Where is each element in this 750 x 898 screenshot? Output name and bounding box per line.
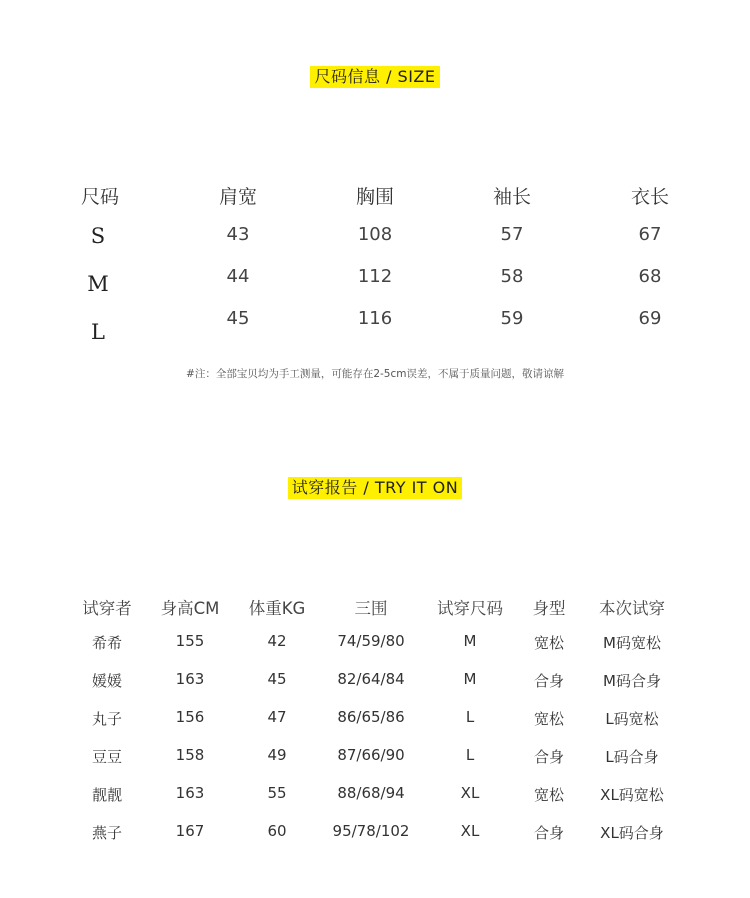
size-table-header-row bbox=[0, 182, 750, 224]
try-cell: 靓靓 bbox=[91, 786, 122, 804]
size-value-cell: 43 bbox=[226, 224, 250, 245]
try-cell: M码宽松 bbox=[603, 634, 661, 652]
try-cell: 宽松 bbox=[533, 634, 564, 652]
try-cell: 合身 bbox=[533, 824, 564, 842]
size-value-cell: 59 bbox=[500, 308, 524, 329]
try-cell: 60 bbox=[267, 822, 287, 840]
try-cell: 希希 bbox=[91, 634, 122, 652]
try-cell: 82/64/84 bbox=[337, 670, 405, 688]
try-cell: L码合身 bbox=[605, 748, 659, 766]
size-value-cell: 116 bbox=[357, 308, 393, 329]
try-section-title: 试穿报告 / TRY IT ON bbox=[288, 477, 462, 499]
try-on-table bbox=[0, 594, 750, 860]
try-cell: 86/65/86 bbox=[337, 708, 405, 726]
try-table-row bbox=[0, 670, 750, 708]
try-cell: 88/68/94 bbox=[337, 784, 405, 802]
try-cell: L bbox=[465, 746, 475, 764]
try-cell: XL bbox=[460, 822, 480, 840]
try-cell: 49 bbox=[267, 746, 287, 764]
size-header-cell: 袖长 bbox=[492, 186, 531, 208]
try-header-cell: 身高CM bbox=[160, 599, 220, 618]
try-table-row bbox=[0, 632, 750, 670]
try-header-cell: 本次试穿 bbox=[599, 599, 665, 618]
try-cell: 豆豆 bbox=[91, 748, 122, 766]
try-cell: 74/59/80 bbox=[337, 632, 405, 650]
try-cell: L码宽松 bbox=[605, 710, 659, 728]
size-value-cell: 69 bbox=[638, 308, 662, 329]
try-cell: XL码合身 bbox=[600, 824, 664, 842]
try-cell: 47 bbox=[267, 708, 287, 726]
try-header-cell: 体重KG bbox=[248, 599, 306, 618]
try-header-cell: 身型 bbox=[532, 599, 566, 618]
size-value-cell: 108 bbox=[357, 224, 393, 245]
try-cell: 合身 bbox=[533, 748, 564, 766]
try-cell: XL bbox=[460, 784, 480, 802]
size-value-cell: 58 bbox=[500, 266, 524, 287]
try-section-title-bar bbox=[0, 477, 750, 499]
try-cell: M bbox=[463, 632, 477, 650]
try-table-row bbox=[0, 746, 750, 784]
try-header-cell: 三围 bbox=[354, 599, 388, 618]
size-section-title-bar bbox=[0, 66, 750, 88]
size-table-row bbox=[0, 224, 750, 266]
size-value-cell: 44 bbox=[226, 266, 250, 287]
try-header-cell: 试穿尺码 bbox=[437, 599, 503, 618]
size-label-cell: S bbox=[90, 224, 106, 248]
size-value-cell: 45 bbox=[226, 308, 250, 329]
try-cell: XL码宽松 bbox=[600, 786, 664, 804]
try-cell: 55 bbox=[267, 784, 287, 802]
try-cell: 45 bbox=[267, 670, 287, 688]
size-header-cell: 肩宽 bbox=[218, 186, 257, 208]
size-table bbox=[0, 182, 750, 350]
size-section-title: 尺码信息 / SIZE bbox=[310, 66, 439, 88]
try-cell: 158 bbox=[175, 746, 205, 764]
try-cell: 155 bbox=[175, 632, 205, 650]
try-header-cell: 试穿者 bbox=[82, 599, 132, 618]
try-cell: M码合身 bbox=[603, 672, 661, 690]
size-table-row bbox=[0, 308, 750, 350]
size-header-cell: 衣长 bbox=[630, 186, 669, 208]
size-label-cell: M bbox=[87, 272, 109, 296]
try-cell: 燕子 bbox=[91, 824, 122, 842]
try-cell: 167 bbox=[175, 822, 205, 840]
try-cell: 163 bbox=[175, 670, 205, 688]
size-header-cell: 胸围 bbox=[355, 186, 394, 208]
try-table-row bbox=[0, 822, 750, 860]
try-cell: 156 bbox=[175, 708, 205, 726]
try-cell: 87/66/90 bbox=[337, 746, 405, 764]
try-cell: 丸子 bbox=[91, 710, 122, 728]
try-cell: 宽松 bbox=[533, 710, 564, 728]
try-cell: 95/78/102 bbox=[332, 822, 410, 840]
try-table-row bbox=[0, 784, 750, 822]
size-label-cell: L bbox=[91, 320, 105, 344]
size-table-row bbox=[0, 266, 750, 308]
try-cell: 42 bbox=[267, 632, 287, 650]
size-value-cell: 112 bbox=[357, 266, 393, 287]
size-value-cell: 67 bbox=[638, 224, 662, 245]
size-value-cell: 57 bbox=[500, 224, 524, 245]
measurement-note: #注：全部宝贝均为手工测量，可能存在2-5cm误差，不属于质量问题，敬请谅解 bbox=[186, 368, 564, 380]
try-cell: 163 bbox=[175, 784, 205, 802]
try-cell: L bbox=[465, 708, 475, 726]
size-value-cell: 68 bbox=[638, 266, 662, 287]
try-cell: 合身 bbox=[533, 672, 564, 690]
try-table-header-row bbox=[0, 594, 750, 632]
try-cell: 宽松 bbox=[533, 786, 564, 804]
size-header-cell: 尺码 bbox=[80, 186, 119, 208]
try-table-row bbox=[0, 708, 750, 746]
try-cell: 媛媛 bbox=[91, 672, 122, 690]
try-cell: M bbox=[463, 670, 477, 688]
